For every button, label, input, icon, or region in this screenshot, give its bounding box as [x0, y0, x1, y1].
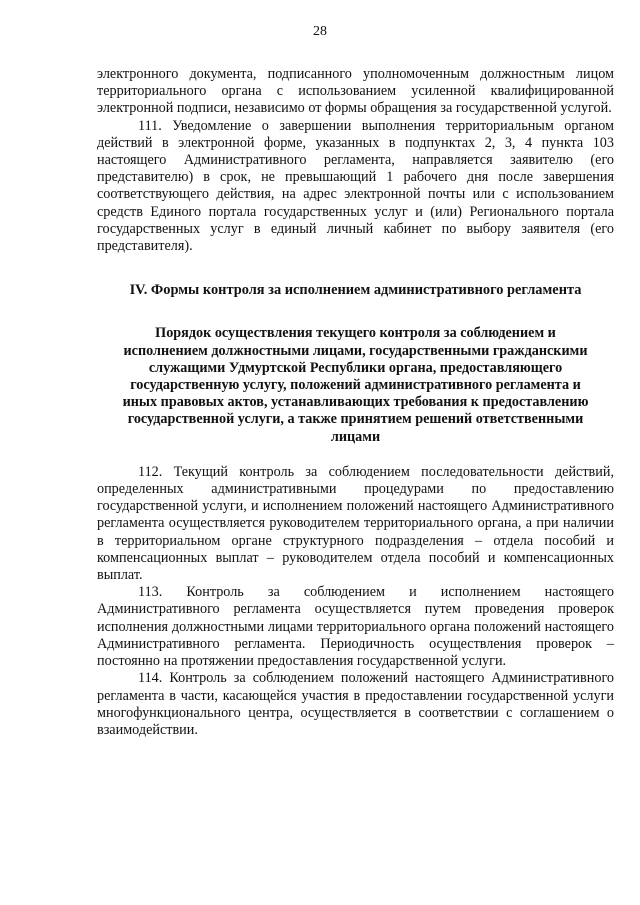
paragraph-continuation: электронного документа, подписанного уполномоченным должностным лицом территориального органа с использованием усиленной квалифицированной электронной подписи, независимо от формы обращения за государственной услугой. — [97, 66, 614, 117]
spacer — [97, 446, 614, 464]
paragraph-114: 114. Контроль за соблюдением положений настоящего Административного регламента в части, касающейся участия в предоставлении государственной услуги многофункционального центра, осуществляется в соответствии с соглашением о взаимодействии. — [97, 670, 614, 738]
page-number: 28 — [313, 24, 327, 39]
paragraph-113: 113. Контроль за соблюдением и исполнением настоящего Административного регламента осуществляется путем проведения проверок исполнения должностными лицами территориального органа положений настоящего Административного регламента. Периодичность осуществления проверок – постоянно на протяжении предоставления государственной услуги. — [97, 584, 614, 670]
paragraph-111: 111. Уведомление о завершении выполнения территориальным органом действий в электронной форме, указанных в подпунктах 2, 3, 4 пункта 103 настоящего Административного регламента, направляется заявителю (его представителю) в срок, не превышающий 1 рабочего дня после завершения соответствующего действия, на адрес электронной почты или с использованием средств Единого портала государственных услуг и (или) Регионального портала государственных услуг в единый личный кабинет по выбору заявителя (его представителя). — [97, 117, 614, 255]
section-heading: IV. Формы контроля за исполнением административного регламента — [129, 282, 582, 299]
paragraph-112: 112. Текущий контроль за соблюдением последовательности действий, определенных административными процедурами по предоставлению государственной услуги, и исполнением положений настоящего Административного регламента осуществляется руководителем территориального органа, а при наличии в территориальном органе структурного подразделения – отдела пособий и компенсационных выплат – руководителем отдела пособий и компенсационных выплат. — [97, 463, 614, 584]
page-body — [97, 66, 614, 739]
sub-heading: Порядок осуществления текущего контроля за соблюдением и исполнением должностными лицами, государственными гражданскими служащими Удмуртской Республики органа, предоставляющего государственную услугу, положений административного регламента и иных правовых актов, устанавливающих требования к предоставлению государственной услуги, а также принятием решений ответственными лицами — [122, 325, 589, 445]
